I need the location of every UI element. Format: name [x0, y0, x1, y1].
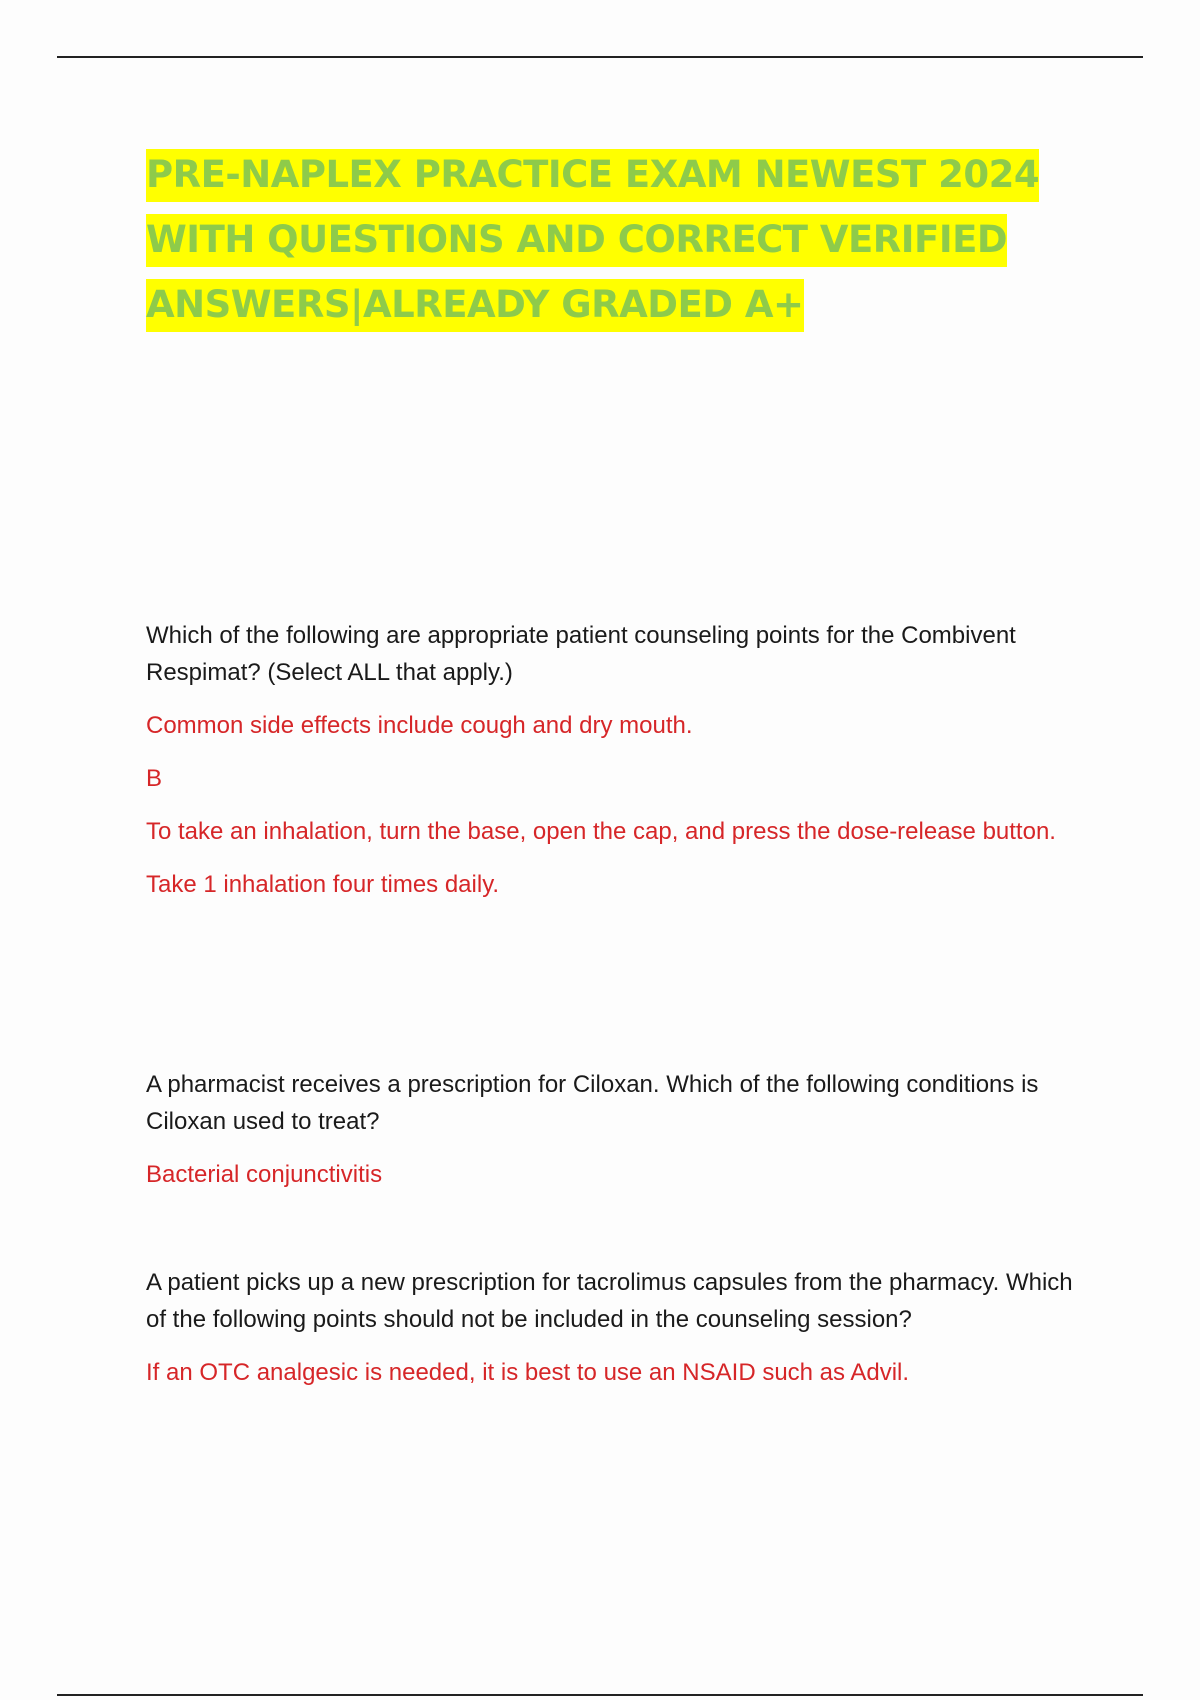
- question-block-3: [146, 1264, 1086, 1391]
- answer-text: If an OTC analgesic is needed, it is best to use an NSAID such as Advil.: [146, 1359, 910, 1386]
- answer-text: Bacterial conjunctivitis: [146, 1161, 383, 1188]
- answer-text: Common side effects include cough and dry mouth.: [146, 712, 693, 739]
- question-block-1: [146, 617, 1086, 903]
- title-highlight: [146, 149, 1039, 332]
- question-text: Which of the following are appropriate patient counseling points for the Combivent Respimat? (Select ALL that apply.): [146, 622, 1016, 686]
- bottom-rule: [57, 1694, 1143, 1696]
- answer-text: To take an inhalation, turn the base, open the cap, and press the dose-release button.: [146, 818, 1056, 845]
- title-line-2: WITH QUESTIONS AND CORRECT VERIFIED: [146, 218, 1008, 261]
- answer-text: B: [146, 765, 163, 792]
- question-block-2: [146, 1066, 1086, 1193]
- answer-text: Take 1 inhalation four times daily.: [146, 871, 500, 898]
- title-line-1: PRE-NAPLEX PRACTICE EXAM NEWEST 2024: [146, 153, 1040, 196]
- top-rule: [57, 56, 1143, 58]
- question-text: A pharmacist receives a prescription for Ciloxan. Which of the following conditions is Ciloxan used to treat?: [146, 1071, 1039, 1135]
- question-text: A patient picks up a new prescription for tacrolimus capsules from the pharmacy. Which of the following points should not be included in the counseling session?: [146, 1269, 1073, 1333]
- title-line-3: ANSWERS|ALREADY GRADED A+: [146, 283, 804, 326]
- document-title: [146, 142, 1066, 337]
